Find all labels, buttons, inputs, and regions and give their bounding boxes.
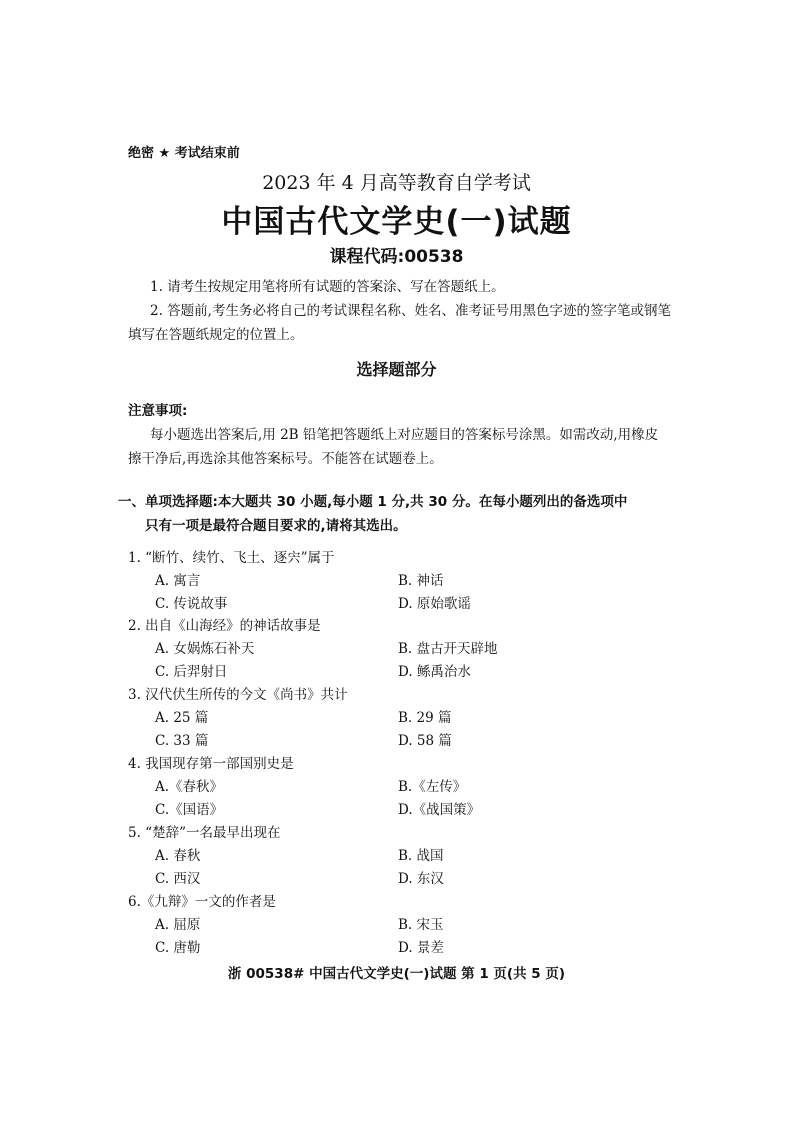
notice-2: 2. 答题前,考生务必将自己的考试课程名称、姓名、准考证号用黑色字迹的签字笔或钢笔	[150, 303, 671, 319]
option-a: A. 寓言	[155, 573, 201, 589]
option-a: A. 春秋	[155, 848, 201, 864]
question-stem: 5. “楚辞”一名最早出现在	[128, 825, 281, 841]
option-c: C. 唐勒	[155, 940, 201, 956]
option-c: C. 传说故事	[155, 596, 228, 612]
option-d: D. 东汉	[398, 871, 444, 887]
part-heading-line-2: 只有一项是最符合题目要求的,请将其选出。	[145, 518, 407, 534]
course-code: 课程代码:00538	[329, 247, 464, 267]
option-d: D. 鲧禹治水	[398, 664, 471, 680]
option-a: A. 屈原	[155, 917, 201, 933]
page-title: 中国古代文学史(一)试题	[221, 204, 572, 240]
question-stem: 3. 汉代伏生所传的今文《尚书》共计	[128, 687, 348, 703]
option-c: C. 后羿射日	[155, 664, 228, 680]
option-d: D. 景差	[398, 940, 444, 956]
section-title: 选择题部分	[356, 360, 437, 379]
notice-1: 1. 请考生按规定用笔将所有试题的答案涂、写在答题纸上。	[150, 279, 505, 295]
notice-2-continued: 填写在答题纸规定的位置上。	[128, 327, 304, 343]
option-a: A.《春秋》	[155, 779, 224, 795]
option-b: B. 神话	[398, 573, 444, 589]
option-c: C. 33 篇	[155, 733, 209, 749]
option-d: D. 58 篇	[398, 733, 452, 749]
option-c: C. 西汉	[155, 871, 201, 887]
option-a: A. 25 篇	[155, 710, 209, 726]
confidential-label: 绝密 ★ 考试结束前	[128, 146, 240, 161]
question-stem: 1. “断竹、续竹、飞土、逐宍”属于	[128, 550, 335, 566]
page-footer: 浙 00538# 中国古代文学史(一)试题 第 1 页(共 5 页)	[227, 966, 566, 982]
option-a: A. 女娲炼石补天	[155, 641, 255, 657]
part-heading-line-1: 一、单项选择题:本大题共 30 小题,每小题 1 分,共 30 分。在每小题列出的备选项中	[118, 494, 628, 510]
option-b: B. 宋玉	[398, 917, 444, 933]
attention-line-2: 擦干净后,再选涂其他答案标号。不能答在试题卷上。	[128, 451, 443, 467]
option-d: D.《战国策》	[398, 802, 481, 818]
option-b: B. 29 篇	[398, 710, 452, 726]
question-stem: 6.《九辩》一文的作者是	[128, 894, 276, 910]
question-stem: 2. 出自《山海经》的神话故事是	[128, 618, 321, 634]
exam-session-line: 2023 年 4 月高等教育自学考试	[262, 172, 531, 194]
attention-heading: 注意事项:	[128, 403, 188, 419]
option-b: B. 战国	[398, 848, 444, 864]
question-stem: 4. 我国现存第一部国别史是	[128, 756, 294, 772]
attention-line-1: 每小题选出答案后,用 2B 铅笔把答题纸上对应题目的答案标号涂黑。如需改动,用橡皮	[150, 427, 659, 443]
option-b: B.《左传》	[398, 779, 467, 795]
option-b: B. 盘古开天辟地	[398, 641, 498, 657]
option-c: C.《国语》	[155, 802, 224, 818]
option-d: D. 原始歌谣	[398, 596, 471, 612]
